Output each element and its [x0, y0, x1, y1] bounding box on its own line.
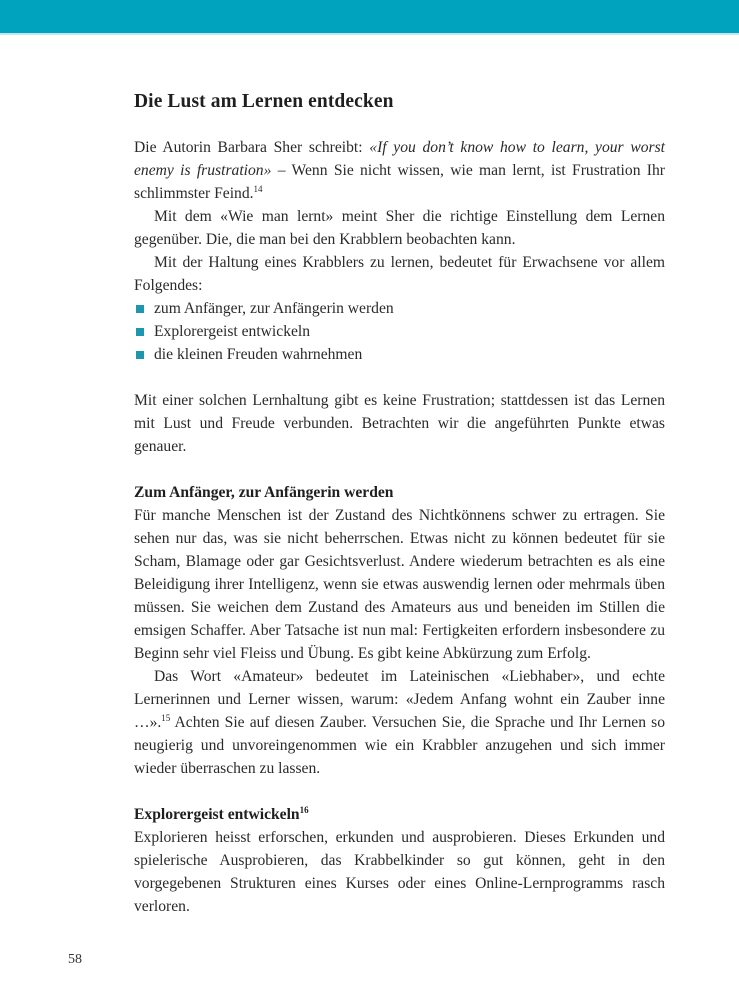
intro-paragraph-4: Mit einer solchen Lernhaltung gibt es keine Frustration; stattdessen ist das Lernen mit Lust und Freude verbunden. Betrachten wir die angeführten Punkte etwas genauer. — [134, 392, 665, 455]
spacer — [134, 458, 665, 481]
intro-paragraph-2: Mit dem «Wie man lernt» meint Sher die richtige Einstellung dem Lernen gegenüber. Die, die man bei den Krabblern beobachten kann. — [134, 208, 665, 248]
spacer — [134, 366, 665, 389]
intro-paragraph-1 — [134, 136, 665, 205]
list-item-text: die kleinen Freuden wahrnehmen — [154, 346, 363, 363]
spacer — [134, 780, 665, 803]
section1-p2-rest: Achten Sie auf diesen Zauber. Versuchen Sie, die Sprache und Ihr Lernen so neugierig und unvoreingenommen wie ein Krabbler anzugehen und sich immer wieder überraschen zu lassen. — [134, 714, 665, 777]
footnote-ref-16: 16 — [299, 805, 309, 815]
section2-heading-text: Explorergeist entwickeln — [134, 806, 300, 823]
square-bullet-icon — [136, 328, 144, 336]
intro-p1-translation: – Wenn Sie nicht wissen, wie man lernt, ist Frustration Ihr schlimmster Feind. — [134, 162, 665, 202]
section1-paragraph-2 — [134, 665, 665, 780]
list-item-text: Explorergeist entwickeln — [154, 323, 311, 340]
page-body — [134, 90, 665, 918]
section1-paragraph-1: Für manche Menschen ist der Zustand des Nichtkönnens schwer zu ertragen. Sie sehen nur das, was sie nicht beherrschen. Etwas nicht zu können bedeutet für sie Scham, Blamage oder gar Gesichtsverlust. Andere wiederum betrachten es als eine Beleidigung ihrer Intelligenz, wenn sie etwas auswendig lernen oder mehrmals üben müssen. Sie weichen dem Zustand des Amateurs aus und beneiden im Stillen die emsigen Schaffer. Aber Tatsache ist nun mal: Fertigkeiten erfordern insbesondere zu Beginn sehr viel Fleiss und Übung. Es gibt keine Abkürzung zum Erfolg. — [134, 507, 665, 662]
intro-paragraph-3: Mit der Haltung eines Krabblers zu lernen, bedeutet für Erwachsene vor allem Folgendes: — [134, 254, 665, 294]
chapter-color-bar — [0, 0, 739, 33]
list-item — [134, 297, 665, 320]
square-bullet-icon — [136, 305, 144, 313]
color-bar-edge — [0, 33, 739, 35]
section2-paragraph-1: Explorieren heisst erforschen, erkunden und ausprobieren. Dieses Erkunden und spielerische Ausprobieren, das Krabbelkinder so gut können, geht in den vorgegebenen Strukturen eines Kurses oder eines Online-Lernprogramms rasch verloren. — [134, 829, 665, 915]
section-heading-explorer — [134, 803, 665, 826]
chapter-title: Die Lust am Lernen entdecken — [134, 91, 394, 112]
footnote-ref-14: 14 — [253, 184, 263, 194]
list-item — [134, 320, 665, 343]
list-item — [134, 343, 665, 366]
section1-p2-lead: Das Wort «Amateur» bedeutet im Lateinischen «Liebhaber», und echte Lernerinnen und Lerner wissen, warum: «Jedem Anfang wohnt ein Zauber inne …». — [134, 668, 665, 731]
section-heading-beginner: Zum Anfänger, zur Anfängerin werden — [134, 484, 394, 501]
english-quote: «If you don’t know how to learn, your worst enemy is frustration» — [134, 139, 665, 179]
bullet-list — [134, 297, 665, 366]
square-bullet-icon — [136, 351, 144, 359]
page-number: 58 — [68, 952, 82, 967]
list-item-text: zum Anfänger, zur Anfängerin werden — [154, 300, 394, 317]
footnote-ref-15: 15 — [161, 713, 171, 723]
intro-p1-lead: Die Autorin Barbara Sher schreibt: — [134, 139, 370, 156]
